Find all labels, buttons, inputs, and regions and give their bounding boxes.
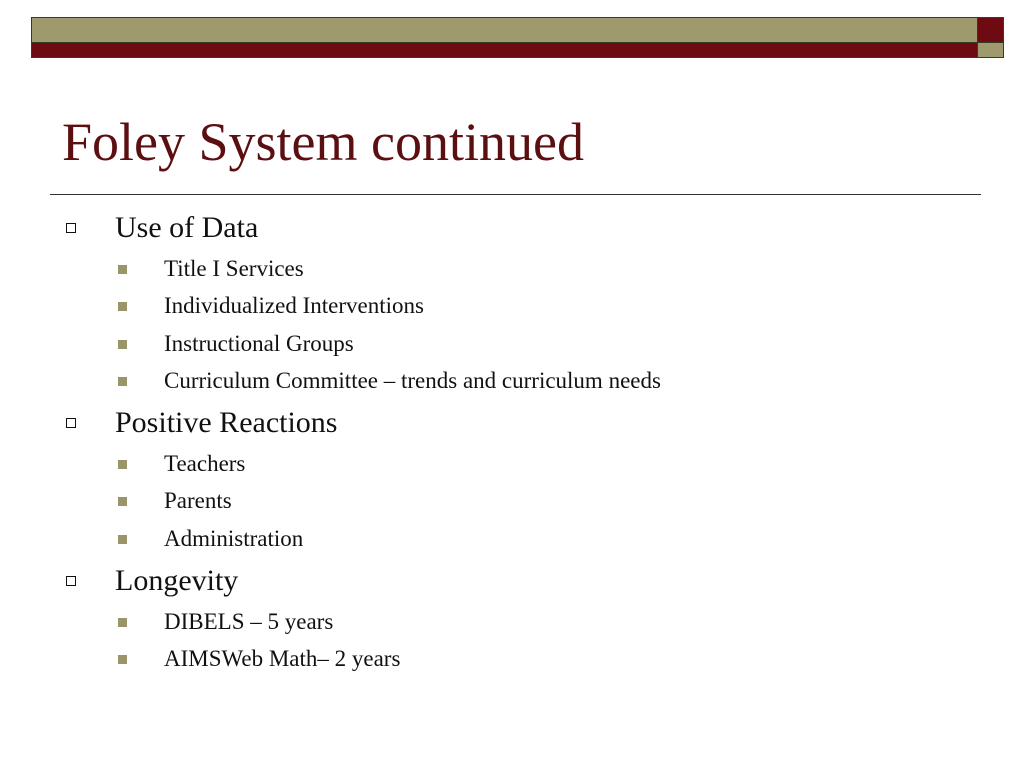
list-item: Instructional Groups	[164, 331, 354, 356]
list-item: Curriculum Committee – trends and curriculum needs	[164, 368, 661, 393]
filled-square-bullet-icon	[118, 302, 127, 311]
filled-square-bullet-icon	[118, 340, 127, 349]
list-item: Parents	[164, 488, 232, 513]
list-item: Title I Services	[164, 256, 304, 281]
list-item: Individualized Interventions	[164, 293, 424, 318]
list-item: Teachers	[164, 451, 246, 476]
filled-square-bullet-icon	[118, 497, 127, 506]
list-item: DIBELS – 5 years	[164, 609, 334, 634]
hollow-square-bullet-icon	[66, 418, 76, 428]
list-item: AIMSWeb Math– 2 years	[164, 646, 401, 671]
list-item: Administration	[164, 526, 304, 551]
section-heading-longevity: Longevity	[115, 564, 239, 597]
section-heading-use-of-data: Use of Data	[115, 211, 259, 244]
filled-square-bullet-icon	[118, 377, 127, 386]
filled-square-bullet-icon	[118, 265, 127, 274]
slide-title: Foley System continued	[62, 112, 584, 172]
filled-square-bullet-icon	[118, 460, 127, 469]
filled-square-bullet-icon	[118, 535, 127, 544]
hollow-square-bullet-icon	[66, 223, 76, 233]
filled-square-bullet-icon	[118, 618, 127, 627]
filled-square-bullet-icon	[118, 655, 127, 664]
section-heading-positive-reactions: Positive Reactions	[115, 406, 338, 439]
hollow-square-bullet-icon	[66, 576, 76, 586]
